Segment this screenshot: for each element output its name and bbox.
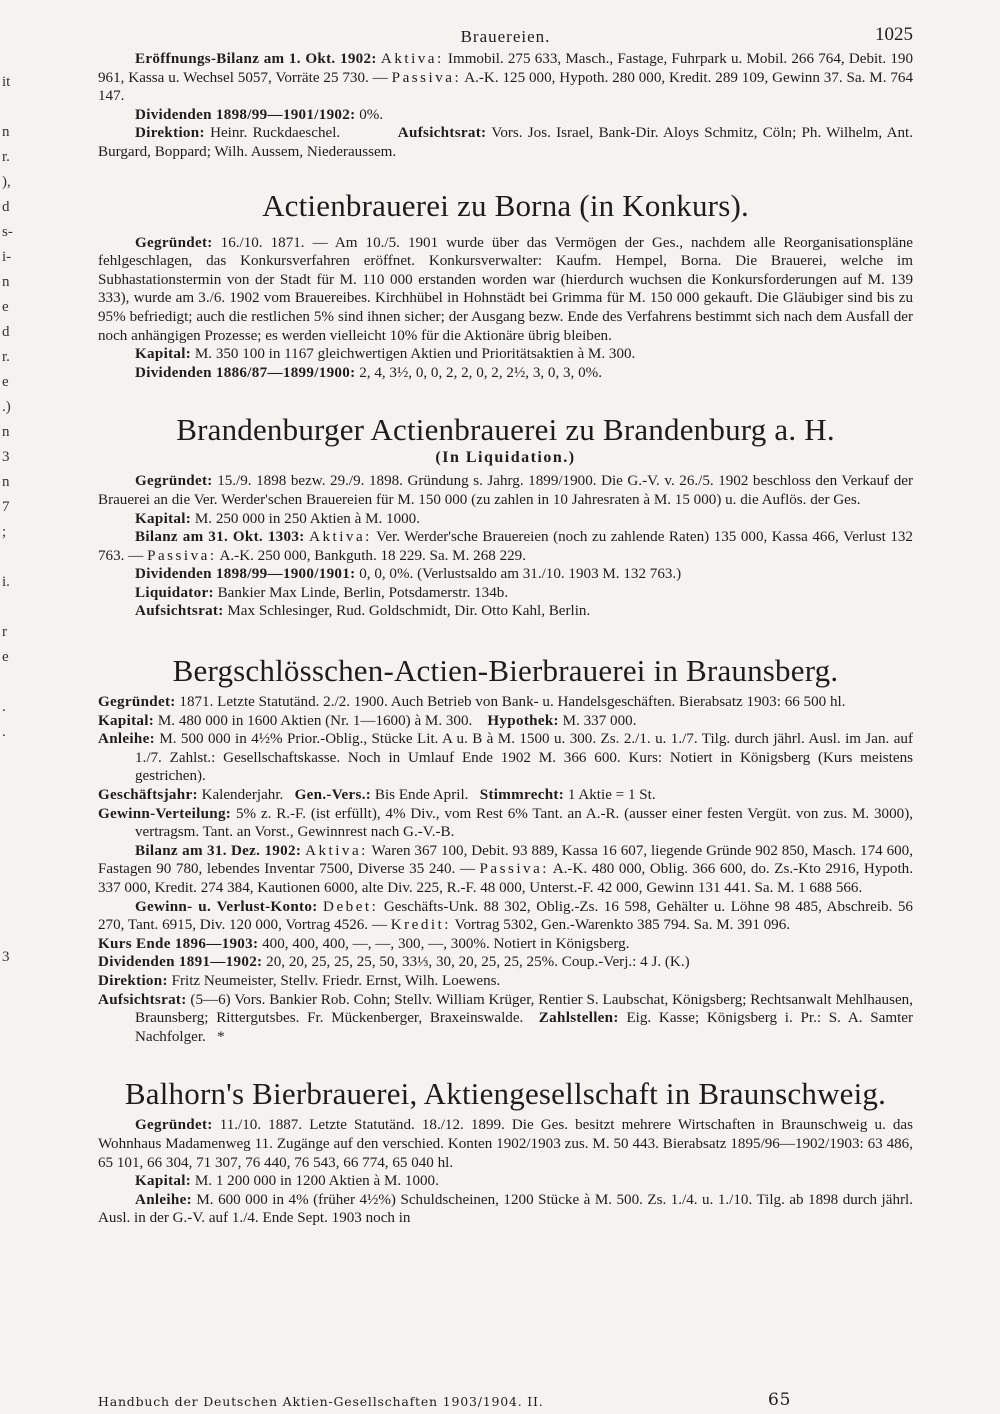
margin-fragment — [0, 920, 16, 945]
page-footer — [98, 1390, 913, 1410]
margin-fragment: e — [2, 649, 9, 665]
margin-fragment — [0, 845, 16, 870]
margin-fragment: i- — [2, 249, 12, 265]
margin-fragment: n — [2, 474, 10, 490]
margin-fragment — [0, 670, 16, 695]
margin-fragment: it — [2, 74, 11, 90]
left-margin-fragments — [0, 70, 16, 970]
entry-brandenburg: Brandenburger Actienbrauerei zu Brandenburg a. H. (In Liquidation.) Gegründet: 15./9. 1898 bezw. 29./9. 1898. Gründung s. Jahrg. 1899/1900. Die G.-V. v. 26./5. 1902 beschloss den Verkauf der Brauerei an die Ver. Werder'schen Brauereien für M. 150 000 (zu zahlen in 10 Jahresraten à M. 15 000) u. die Auflös. der Ges. Kapital: M. 250 000 in 250 Aktien à M. 1000. Bilanz am 31. Okt. 1303: Aktiva: Ver. Werder'sche Brauereien (noch zu zahlende Raten) 135 000, Kassa 466, Verlust 132 763. — Passiva: A.-K. 250 000, Bankguth. 18 229. Sa. M. 268 229. Dividenden 1898/99—1900/1901: 0, 0, 0%. (Verlustsaldo am 31./10. 1903 M. 132 763.) Liquidator: Bankier Max Linde, Berlin, Potsdamerstr. 134b. Aufsichtsrat: Max Schlesinger, Rud. Goldschmidt, Dir. Otto Kahl, Berlin. — [98, 412, 914, 620]
page-number: 1025 — [875, 24, 913, 45]
entry-borna: Actienbrauerei zu Borna (in Konkurs). Gegründet: 16./10. 1871. — Am 10./5. 1901 wurde über das Vermögen der Ges., nachdem alle Reorganisationspläne fehlgeschlagen, das Konkursverfahren eröffnet. Konkursverwalter: Kaufm. Hempel, Borna. Die Brauerei, welche im Subhastationstermin von der Stadt für M. 110 000 erstanden worden war (hierdurch wuchsen die Konkursforderungen auf M. 139 333), wurde am 3./6. 1902 vom Brauereibes. Kirchhübel in Hohnstädt bei Grimma für M. 150 000 gekauft. Die Gläubiger sind bis zu 95% befriedigt; auch die restlichen 5% sind ihnen sicher; der Ausgang bezw. Ende des Verfahrens bestimmt sich nach dem Ausfall der noch anhängigen Prozesse; es werden vielleicht 10% für die Aktionäre übrig bleiben. Kapital: M. 350 100 in 1167 gleichwertigen Aktien und Prioritätsaktien à M. 300. Dividenden 1886/87—1899/1900: 2, 4, 3½, 0, 0, 2, 2, 0, 2, 2½, 3, 0, 3, 0%. — [98, 187, 913, 381]
margin-fragment: s- — [2, 224, 13, 240]
footer-text: Handbuch der Deutschen Aktien-Gesellschaften 1903/1904. II. — [98, 1394, 544, 1409]
margin-fragment: r — [2, 624, 7, 640]
margin-fragment — [0, 795, 16, 820]
margin-fragment: e — [2, 374, 9, 390]
margin-fragment — [0, 95, 16, 120]
margin-fragment: d — [2, 324, 10, 340]
opening-balance: Eröffnungs-Bilanz am 1. Okt. 1902: Aktiva: Immobil. 275 633, Masch., Fastage, Fuhrpark u. Mobil. 266 764, Debit. 190 961, Kassa u. Wechsel 5057, Vorräte 25 730. — Passiva: A.-K. 125 000, Hypoth. 280 000, Kredit. 289 109, Gewinn 37. Sa. M. 764 147. — [98, 51, 913, 105]
margin-fragment: . — [2, 699, 6, 715]
margin-fragment: 3 — [2, 449, 10, 465]
margin-fragment: 7 — [2, 499, 10, 515]
entry-balhorn: Balhorn's Bierbrauerei, Aktiengesellschaft in Braunschweig. Gegründet: 11./10. 1887. Letzte Statutänd. 18./12. 1899. Die Ges. besitzt mehrere Wirtschaften in Braunschweig u. das Wohnhaus Madamenweg 11. Zugänge auf den verschied. Konten 1902/1903 zus. M. 50 443. Bierabsatz 1895/96—1902/1903: 63 486, 65 101, 66 304, 71 307, 76 440, 76 543, 66 774, 65 040 hl. Kapital: M. 1 200 000 in 1200 Aktien à M. 1000. Anleihe: M. 600 000 in 4% (früher 4½%) Schuldscheinen, 1200 Stücke à M. 500. Zs. 1./4. u. 1./10. Tilg. ab 1898 durch jährl. Ausl. in der G.-V. auf 1./4. Ende Sept. 1903 noch in — [98, 1076, 914, 1227]
margin-fragment: 3 — [2, 949, 10, 965]
margin-fragment: ; — [2, 524, 7, 540]
margin-fragment — [0, 770, 16, 795]
margin-fragment: .) — [2, 399, 11, 415]
entry-title: Actienbrauerei zu Borna (in Konkurs). — [262, 187, 749, 223]
entry-title: Bergschlösschen-Actien-Bierbrauerei in Braunsberg. — [172, 653, 839, 689]
margin-fragment — [0, 895, 16, 920]
entry-title: Balhorn's Bierbrauerei, Aktiengesellschaft in Braunschweig. — [124, 1076, 887, 1112]
margin-fragment: e — [2, 299, 9, 315]
entry-title: Brandenburger Actienbrauerei zu Brandenburg a. H. — [176, 412, 835, 448]
margin-fragment — [0, 870, 16, 895]
entry-subtitle: (In Liquidation.) — [435, 449, 576, 467]
margin-fragment — [0, 745, 16, 770]
direction-supervisory: Direktion: Heinr. Ruckdaeschel. Aufsichtsrat: Vors. Jos. Israel, Bank-Dir. Aloys Schmitz, Cöln; Ph. Wilhelm, Ant. Burgard, Boppard; Wilh. Aussem, Niederaussem. — [98, 125, 913, 160]
margin-fragment — [0, 820, 16, 845]
margin-fragment — [0, 545, 16, 570]
margin-fragment: n — [2, 424, 10, 440]
dividends: Dividenden 1898/99—1901/1902: 0%. — [135, 106, 384, 123]
margin-fragment: r. — [2, 149, 10, 165]
margin-fragment — [0, 595, 16, 620]
margin-fragment: i. — [2, 574, 10, 590]
margin-fragment: ), — [2, 174, 11, 190]
margin-fragment: . — [2, 724, 6, 740]
entry-continuation — [98, 50, 913, 162]
margin-fragment: n — [2, 274, 10, 290]
margin-fragment: r. — [2, 349, 10, 365]
page-header — [98, 18, 913, 50]
page-body — [98, 18, 913, 1228]
signature-number: 65 — [768, 1390, 792, 1410]
margin-fragment: n — [2, 124, 10, 140]
margin-fragment: d — [2, 199, 10, 215]
entry-braunsberg: Bergschlösschen-Actien-Bierbrauerei in Braunsberg. Gegründet: 1871. Letzte Statutänd. 2./2. 1900. Auch Betrieb von Bank- u. Handelsgeschäften. Bierabsatz 1903: 66 500 hl. Kapital: M. 480 000 in 1600 Aktien (Nr. 1—1600) à M. 300. Hypothek: M. 337 000. Anleihe: M. 500 000 in 4½% Prior.-Oblig., Stücke Lit. A u. B à M. 1500 u. 300. Zs. 2./1. u. 1./7. Tilg. durch jährl. Ausl. im Jan. auf 1./7. Zahlst.: Gesellschaftskasse. Noch in Umlauf Ende 1902 M. 366 600. Kurs: Notiert in Königsberg (Kurs meistens gestrichen). Geschäftsjahr: Kalenderjahr. Gen.-Vers.: Bis Ende April. Stimmrecht: 1 Aktie = 1 St. Gewinn-Verteilung: 5% z. R.-F. (ist erfüllt), 4% Div., vom Rest 6% Tant. an A.-R. (ausser einer festen Vergüt. von zus. M. 3000), vertragsm. Tant. an Vorst., Gewinnrest nach G.-V.-B. Bilanz am 31. Dez. 1902: Aktiva: Waren 367 100, Debit. 93 889, Kassa 16 607, liegende Gründe 902 850, Masch. 174 600, Fastagen 90 780, lebendes Inventar 7500, Diverse 35 240. — Passiva: A.-K. 480 000, Oblig. 366 600, do. Zs.-Kto 2916, Hypoth. 337 000, Kredit. 274 384, Kautionen 6000, alte Div. 225, R.-F. 48 000, Unterst.-F. 42 000, Gewinn 131 441. Sa. M. 1 688 566. Gewinn- u. Verlust-Konto: Debet: Geschäfts-Unk. 88 302, Oblig.-Zs. 16 598, Gehälter u. Löhne 98 485, Abschreib. 56 270, Tant. 6915, Div. 120 000, Vortrag 4526. — Kredit: Vortrag 5302, Gen.-Warenkto 385 794. Sa. M. 391 096. Kurs Ende 1896—1903: 400, 400, 400, —, —, 300, —, 300%. Notiert in Königsberg. Dividenden 1891—1902: 20, 20, 25, 25, 25, 50, 33⅓, 30, 20, 25, 25, 25%. Coup.-Verj.: 4 J. (K.) Direktion: Fritz Neumeister, Stellv. Friedr. Ernst, Wilh. Loewens. Aufsichtsrat: (5—6) Vors. Bankier Rob. Cohn; Stellv. William Krüger, Rentier S. Laubschat, Königsberg; Rechtsanwalt Mehlhausen, Braunsberg; Rittergutsbes. Fr. Mückenberger, Braxeinswalde. Zahlstellen: Eig. Kasse; Königsberg i. Pr.: S. A. Samter Nachfolger. * — [98, 653, 913, 1045]
running-head: Brauereien. — [460, 27, 551, 46]
